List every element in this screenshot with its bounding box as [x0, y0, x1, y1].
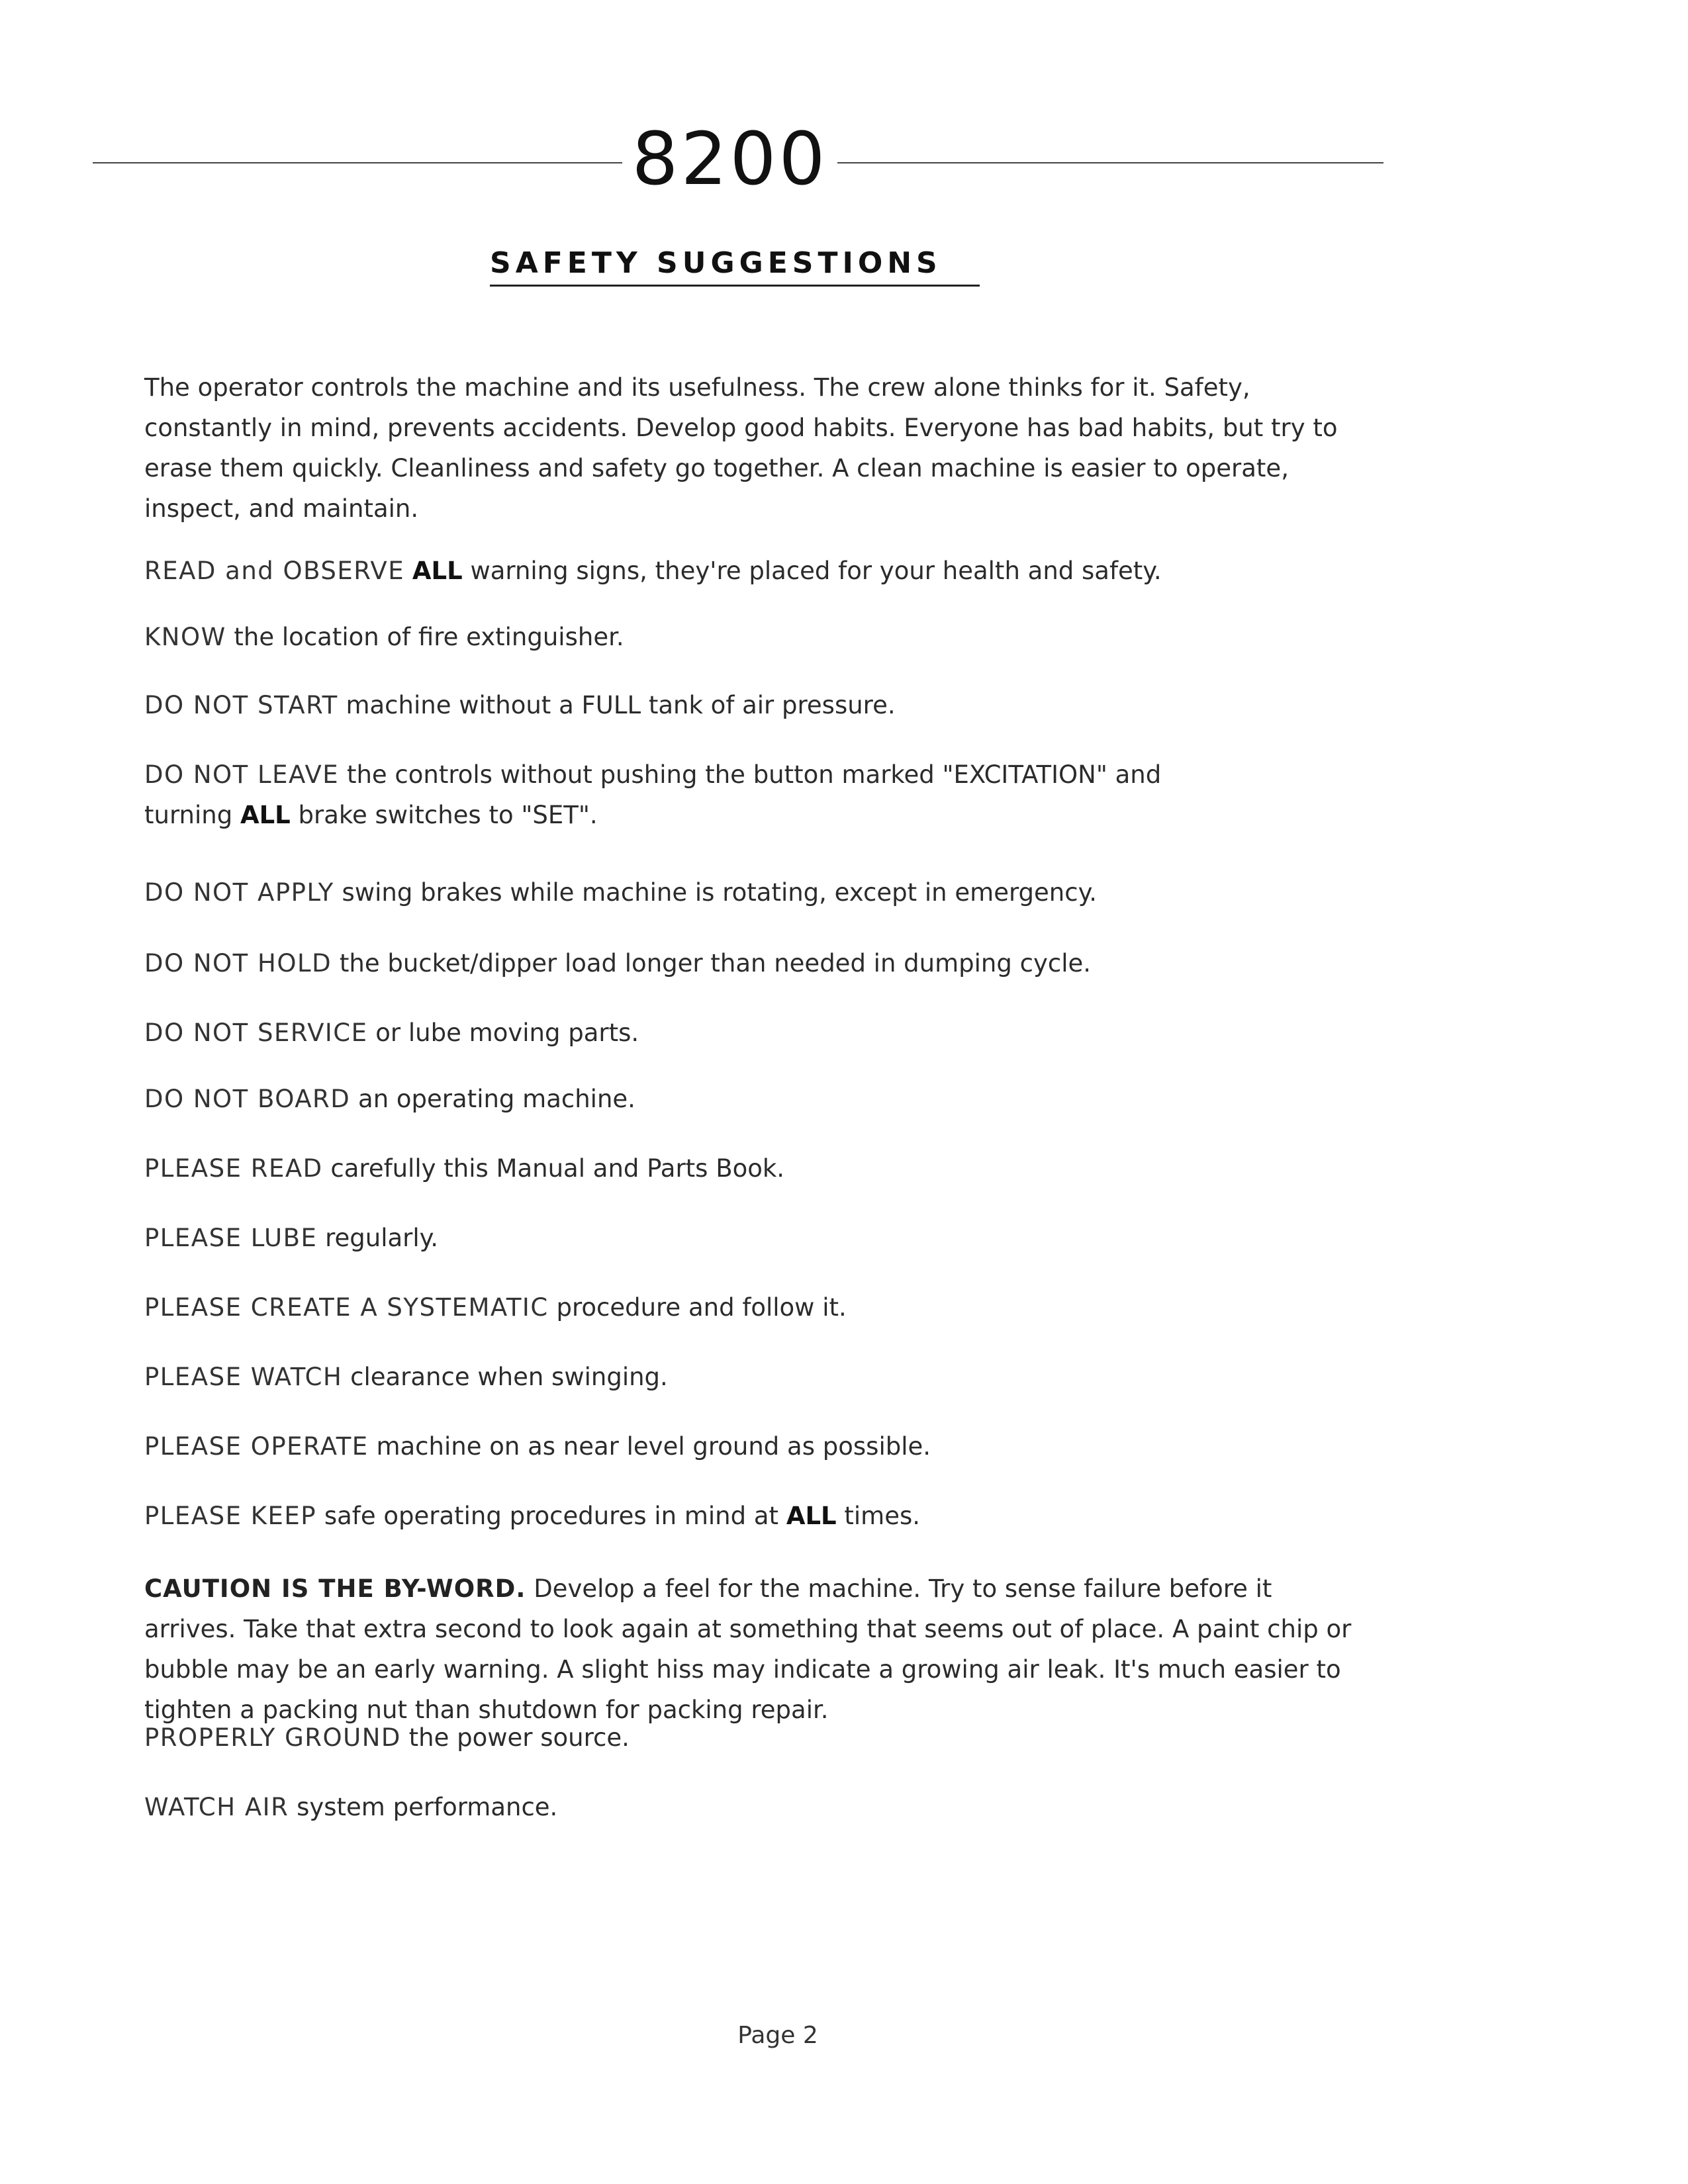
item-lead: DO NOT APPLY — [144, 878, 334, 907]
item-text: swing brakes while machine is rotating, except in emergency. — [342, 878, 1097, 907]
item-lead: PLEASE READ — [144, 1154, 323, 1183]
caution-paragraph — [144, 1569, 1356, 1730]
item-lead: PROPERLY GROUND — [144, 1723, 401, 1752]
item-text: or lube moving parts. — [375, 1019, 639, 1047]
item-text-cont-rest: brake switches to "SET". — [298, 801, 598, 829]
safety-item-do-not-hold — [144, 943, 1356, 983]
model-number: 8200 — [632, 116, 828, 201]
item-text: machine without a FULL tank of air pressure. — [346, 691, 896, 719]
caution-lead: CAUTION IS THE BY-WORD. — [144, 1574, 526, 1603]
safety-item-please-operate — [144, 1426, 1356, 1467]
item-lead: DO NOT BOARD — [144, 1085, 351, 1113]
header-rule-right — [837, 162, 1383, 163]
safety-item-read-observe — [144, 551, 1356, 591]
item-text: carefully this Manual and Parts Book. — [330, 1154, 785, 1183]
item-text-cont: turning — [144, 801, 233, 829]
safety-item-do-not-leave — [144, 754, 1356, 835]
safety-item-do-not-service — [144, 1013, 1356, 1053]
safety-item-do-not-start — [144, 685, 1356, 725]
item-lead: READ and OBSERVE — [144, 557, 405, 585]
item-emphasis: ALL — [240, 801, 291, 829]
intro-paragraph: The operator controls the machine and its usefulness. The crew alone thinks for it. Safety, constantly in mind, prevents accidents. Develop good habits. Everyone has bad habits, but try to erase them quickly. Cleanliness and safety go together. A clean machine is easier to operate, inspect, and maintain. — [144, 373, 1338, 523]
item-line-1 — [144, 754, 1356, 795]
item-emphasis: ALL — [412, 557, 463, 585]
safety-item-do-not-apply — [144, 872, 1356, 913]
safety-item-please-read — [144, 1148, 1356, 1189]
item-text-end: times. — [844, 1502, 921, 1530]
item-lead: PLEASE CREATE A SYSTEMATIC — [144, 1293, 549, 1322]
item-lead: DO NOT HOLD — [144, 949, 332, 978]
item-emphasis: ALL — [786, 1502, 837, 1530]
safety-item-please-lube — [144, 1218, 1356, 1258]
item-lead: PLEASE LUBE — [144, 1224, 318, 1252]
page-number: Page 2 — [737, 2022, 818, 2049]
header-rule-left — [93, 162, 622, 163]
safety-item-do-not-board — [144, 1079, 1356, 1119]
item-lead: DO NOT SERVICE — [144, 1019, 368, 1047]
item-text: machine on as near level ground as possible. — [376, 1432, 931, 1461]
item-text: regularly. — [325, 1224, 439, 1252]
safety-item-please-keep — [144, 1496, 1356, 1536]
item-lead: PLEASE KEEP — [144, 1502, 317, 1530]
item-text: warning signs, they're placed for your health and safety. — [470, 557, 1162, 585]
section-title: SAFETY SUGGESTIONS — [490, 246, 980, 280]
item-text: safe operating procedures in mind at — [324, 1502, 779, 1530]
safety-item-know — [144, 617, 1356, 657]
page-header — [93, 116, 1383, 202]
safety-item-watch-air — [144, 1787, 1356, 1827]
item-text: an operating machine. — [358, 1085, 635, 1113]
item-lead: PLEASE WATCH — [144, 1363, 343, 1391]
item-text: the controls without pushing the button marked "EXCITATION" and — [346, 760, 1162, 789]
item-text: procedure and follow it. — [556, 1293, 847, 1322]
item-line-2 — [144, 795, 1356, 835]
item-lead: WATCH AIR — [144, 1793, 289, 1821]
item-lead: DO NOT START — [144, 691, 338, 719]
item-lead: DO NOT LEAVE — [144, 760, 340, 789]
safety-item-properly-ground — [144, 1717, 1356, 1758]
item-lead: PLEASE OPERATE — [144, 1432, 369, 1461]
safety-item-please-create — [144, 1287, 1356, 1328]
item-text: the bucket/dipper load longer than needed in dumping cycle. — [339, 949, 1092, 978]
safety-item-please-watch — [144, 1357, 1356, 1397]
item-text: the power source. — [408, 1723, 630, 1752]
item-lead: KNOW — [144, 623, 226, 651]
item-text: clearance when swinging. — [350, 1363, 668, 1391]
item-text: the location of fire extinguisher. — [234, 623, 624, 651]
item-text: system performance. — [297, 1793, 558, 1821]
caution-text: Develop a feel for the machine. Try to sense failure before it arrives. Take that extra second to look again at something that seems out of place. A paint chip or bubble may be an early warning. A slight hiss may indicate a growing air leak. It's much easier to tighten a packing nut than shutdown for packing repair. — [144, 1574, 1352, 1724]
